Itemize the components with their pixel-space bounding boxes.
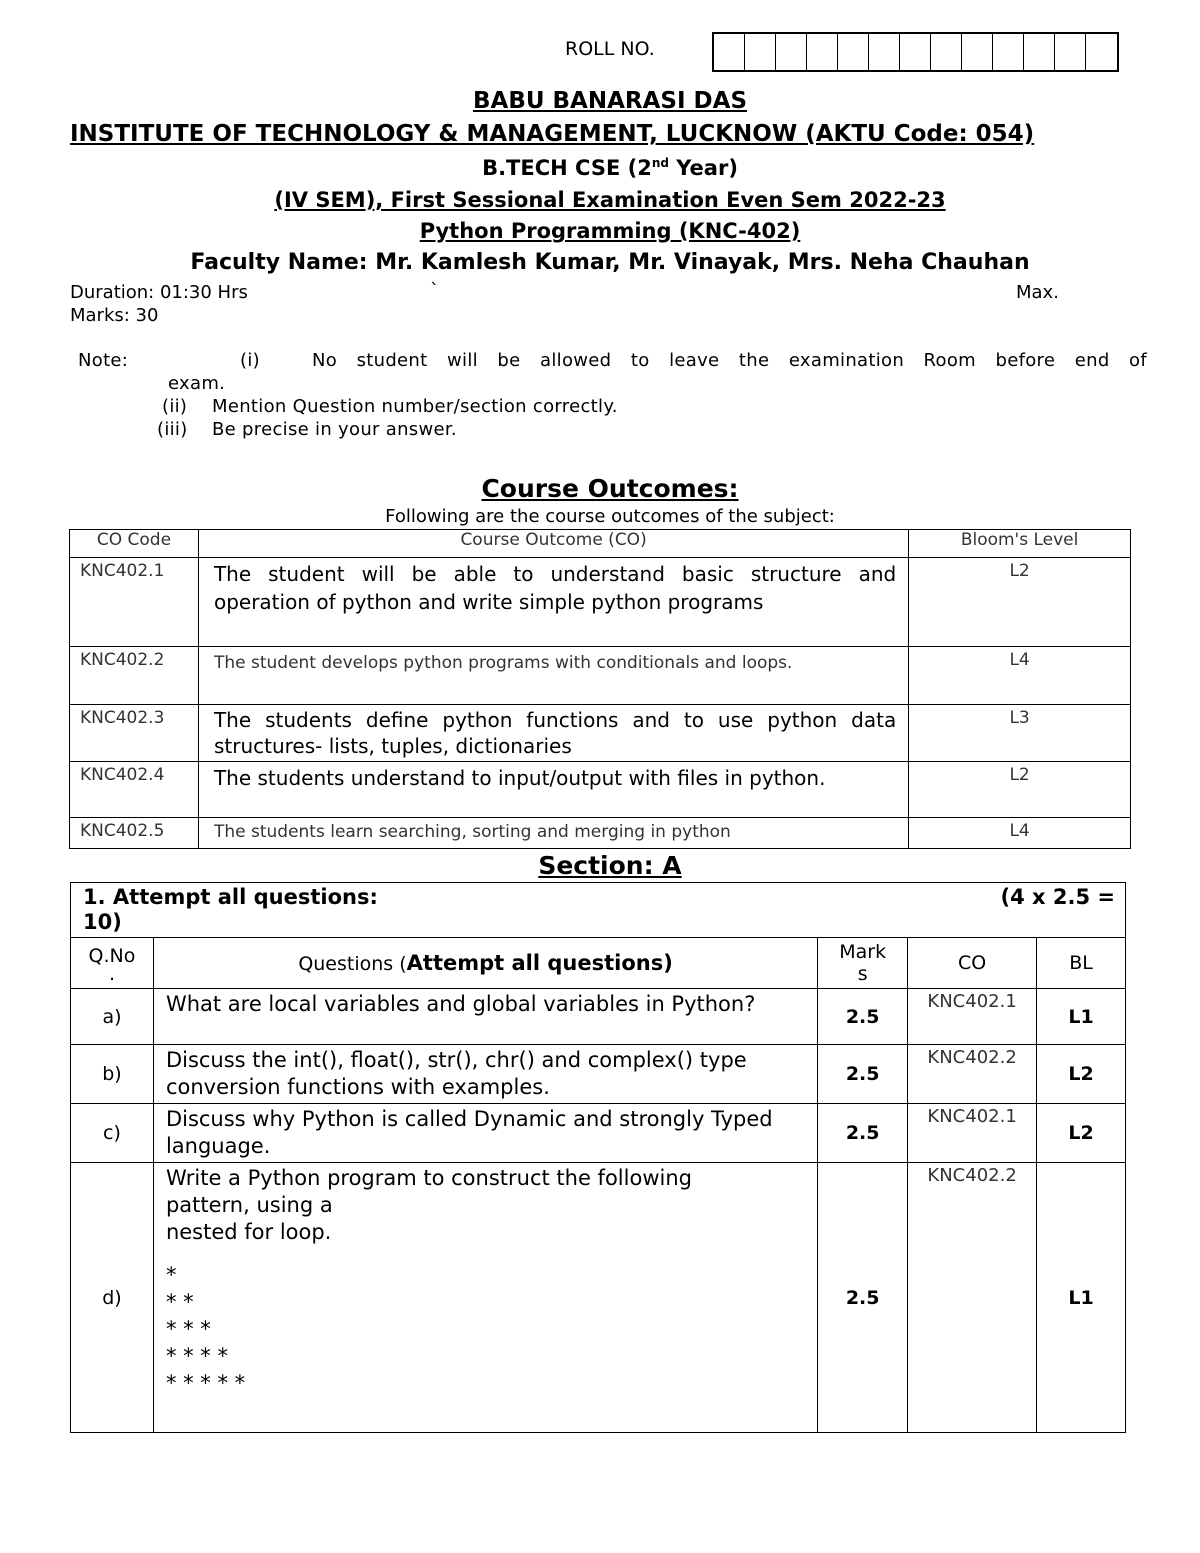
section-a-heading: Section: A xyxy=(538,851,682,880)
duration: Duration: 01:30 Hrs xyxy=(70,282,248,303)
instruction-text: 1. Attempt all questions: xyxy=(83,885,378,909)
college-name: BABU BANARASI DAS xyxy=(472,88,748,114)
note-text: No student will be allowed to leave the examination Room before end of xyxy=(312,350,1147,371)
column-header-qno xyxy=(71,938,154,989)
co-code: KNC402.4 xyxy=(70,762,199,818)
question-marks: 2.5 xyxy=(818,1163,908,1433)
roll-box[interactable] xyxy=(714,34,745,70)
course-title-sup: nd xyxy=(651,156,669,170)
co-code: KNC402.2 xyxy=(70,647,199,705)
co-description: The students learn searching, sorting and merging in python xyxy=(198,818,908,849)
pattern-line: * * * * * xyxy=(165,1371,246,1395)
question-text-line: nested for loop. xyxy=(165,1220,332,1244)
roll-box[interactable] xyxy=(745,34,776,70)
subject-title: Python Programming (KNC-402) xyxy=(419,219,801,243)
co-description: The students define python functions and to use python data structures- lists, tuples, dictionaries xyxy=(198,705,908,762)
question-marks: 2.5 xyxy=(818,1045,908,1104)
pattern-line: * * xyxy=(165,1290,194,1314)
co-code: KNC402.5 xyxy=(70,818,199,849)
pattern-line: * xyxy=(165,1263,177,1287)
question-row xyxy=(71,1104,1126,1163)
question-number: d) xyxy=(71,1163,154,1433)
note-number: (iii) xyxy=(157,419,188,440)
marks-total: 10) xyxy=(83,910,122,934)
roll-box[interactable] xyxy=(869,34,900,70)
course-outcomes-subheading: Following are the course outcomes of the subject: xyxy=(385,506,835,527)
qno-dot: . xyxy=(108,963,115,985)
column-header-marks xyxy=(818,938,908,989)
question-co: KNC402.2 xyxy=(908,1045,1037,1104)
max-marks: Marks: 30 xyxy=(70,305,159,326)
table-header-row xyxy=(71,938,1126,989)
note-label: Note: xyxy=(78,350,129,371)
question-number: c) xyxy=(71,1104,154,1163)
co-level: L4 xyxy=(909,818,1131,849)
question-row xyxy=(71,1163,1126,1433)
note-number: (i) xyxy=(240,350,260,371)
instruction-row xyxy=(71,883,1126,938)
roll-box[interactable] xyxy=(931,34,962,70)
section-a-table xyxy=(70,882,1126,1433)
pattern-line: * * * * xyxy=(165,1344,228,1368)
table-row xyxy=(70,705,1131,762)
max-label: Max. xyxy=(1016,282,1059,303)
question-text: Discuss the int(), float(), str(), chr() and complex() type conversion functions with examples. xyxy=(153,1045,817,1104)
question-text-line: pattern, using a xyxy=(165,1193,333,1217)
course-title-post: Year) xyxy=(668,156,738,180)
institute-name: INSTITUTE OF TECHNOLOGY & MANAGEMENT, LUCKNOW (AKTU Code: 054) xyxy=(70,121,1035,147)
co-level: L3 xyxy=(909,705,1131,762)
table-row xyxy=(70,762,1131,818)
question-bl: L1 xyxy=(1037,1163,1126,1433)
course-outcomes-heading: Course Outcomes: xyxy=(481,474,739,503)
column-header-questions xyxy=(153,938,817,989)
pattern-line: * * * xyxy=(165,1317,211,1341)
questions-label-bold: Attempt all questions) xyxy=(406,951,673,975)
roll-box[interactable] xyxy=(1024,34,1055,70)
marks-label-cont: s xyxy=(857,963,868,985)
instruction-cell xyxy=(71,883,1126,938)
question-bl: L2 xyxy=(1037,1045,1126,1104)
note-number: (ii) xyxy=(162,396,188,417)
co-level: L2 xyxy=(909,762,1131,818)
column-header-bl: BL xyxy=(1037,938,1126,989)
table-row xyxy=(70,647,1131,705)
question-text xyxy=(153,1163,817,1433)
co-description: The students understand to input/output with files in python. xyxy=(198,762,908,818)
question-co: KNC402.1 xyxy=(908,989,1037,1045)
question-number: b) xyxy=(71,1045,154,1104)
question-number: a) xyxy=(71,989,154,1045)
star-pattern xyxy=(166,1262,807,1397)
question-bl: L1 xyxy=(1037,989,1126,1045)
note-text: Be precise in your answer. xyxy=(212,419,457,440)
co-level: L4 xyxy=(909,647,1131,705)
question-row xyxy=(71,1045,1126,1104)
roll-box[interactable] xyxy=(1055,34,1086,70)
qno-label: Q.No xyxy=(88,945,136,967)
exam-title: (IV SEM), First Sessional Examination Even Sem 2022-23 xyxy=(274,188,946,212)
question-co: KNC402.2 xyxy=(908,1163,1037,1433)
note-text: Mention Question number/section correctly. xyxy=(212,396,618,417)
table-row xyxy=(70,818,1131,849)
roll-box[interactable] xyxy=(776,34,807,70)
co-description: The student will be able to understand basic structure and operation of python and write simple python programs xyxy=(198,558,908,647)
roll-box[interactable] xyxy=(1086,34,1117,70)
question-bl: L2 xyxy=(1037,1104,1126,1163)
question-text: Discuss why Python is called Dynamic and strongly Typed language. xyxy=(153,1104,817,1163)
roll-number-label: ROLL NO. xyxy=(565,38,655,60)
note-text-continued: exam. xyxy=(168,373,226,394)
question-row xyxy=(71,989,1126,1045)
column-header: CO Code xyxy=(70,530,199,558)
co-description: The student develops python programs with conditionals and loops. xyxy=(198,647,908,705)
roll-box[interactable] xyxy=(900,34,931,70)
column-header: Bloom's Level xyxy=(909,530,1131,558)
column-header: Course Outcome (CO) xyxy=(198,530,908,558)
co-code: KNC402.1 xyxy=(70,558,199,647)
marks-label: Mark xyxy=(839,941,887,963)
table-row xyxy=(70,558,1131,647)
questions-label: Questions ( xyxy=(298,953,407,975)
stray-mark: ` xyxy=(430,280,439,301)
course-title-pre: B.TECH CSE (2 xyxy=(482,156,652,180)
roll-box[interactable] xyxy=(838,34,869,70)
roll-number-boxes[interactable] xyxy=(712,32,1119,72)
column-header-co: CO xyxy=(908,938,1037,989)
faculty-names: Faculty Name: Mr. Kamlesh Kumar, Mr. Vinayak, Mrs. Neha Chauhan xyxy=(190,250,1030,275)
course-outcomes-table xyxy=(69,529,1131,849)
co-code: KNC402.3 xyxy=(70,705,199,762)
question-text-line: Write a Python program to construct the following xyxy=(165,1166,692,1190)
marks-formula: (4 x 2.5 = xyxy=(1000,885,1115,909)
question-marks: 2.5 xyxy=(818,1104,908,1163)
question-text: What are local variables and global variables in Python? xyxy=(153,989,817,1045)
question-co: KNC402.1 xyxy=(908,1104,1037,1163)
question-marks: 2.5 xyxy=(818,989,908,1045)
co-level: L2 xyxy=(909,558,1131,647)
table-header-row xyxy=(70,530,1131,558)
course-title xyxy=(0,156,1200,180)
roll-box[interactable] xyxy=(962,34,993,70)
roll-box[interactable] xyxy=(807,34,838,70)
roll-box[interactable] xyxy=(993,34,1024,70)
